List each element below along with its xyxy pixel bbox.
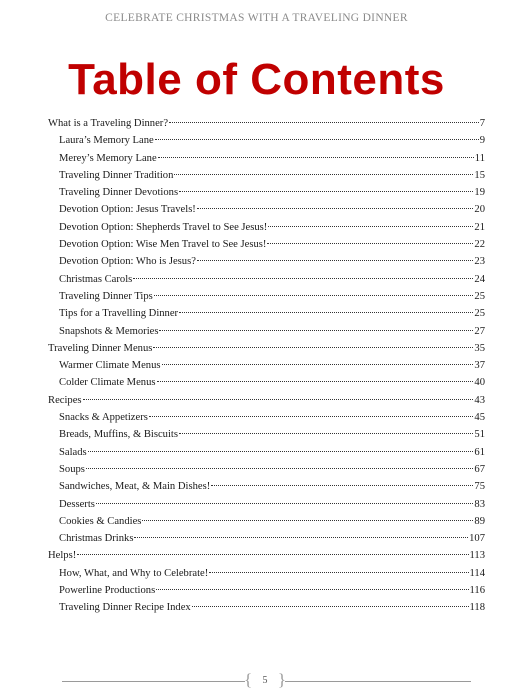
toc-entry-label: Traveling Dinner Recipe Index [59, 602, 191, 614]
toc-entry-page: 40 [474, 377, 485, 389]
toc-entry-page: 89 [474, 515, 485, 527]
toc-dot-leader [83, 399, 474, 400]
toc-dot-leader [192, 606, 469, 607]
toc-entry-label: Traveling Dinner Menus [48, 342, 153, 354]
toc-entry-page: 45 [474, 412, 485, 424]
toc-dot-leader [179, 433, 473, 434]
toc-dot-leader [162, 364, 474, 365]
toc-dot-leader [159, 330, 473, 331]
toc-entry-page: 35 [474, 342, 485, 354]
toc-entry-page: 15 [474, 169, 485, 181]
toc-entry[interactable] [48, 236, 485, 253]
page-number-box [245, 672, 285, 690]
toc-dot-leader [155, 139, 479, 140]
toc-dot-leader [77, 554, 468, 555]
toc-dot-leader [174, 174, 473, 175]
toc-entry-label: Devotion Option: Wise Men Travel to See Jesus! [59, 239, 267, 251]
toc-entry-label: Merey’s Memory Lane [59, 152, 157, 164]
toc-entry[interactable] [48, 444, 485, 461]
toc-entry-label: Traveling Dinner Devotions [59, 187, 179, 199]
toc-entry[interactable] [48, 374, 485, 391]
toc-dot-leader [179, 312, 473, 313]
toc-entry-label: Laura’s Memory Lane [59, 135, 154, 147]
toc-entry-page: 67 [474, 463, 485, 475]
toc-dot-leader [154, 295, 474, 296]
toc-entry[interactable] [48, 496, 485, 513]
toc-entry-page: 27 [474, 325, 485, 337]
toc-entry[interactable] [48, 461, 485, 478]
toc-entry-page: 20 [474, 204, 485, 216]
toc-dot-leader [197, 260, 473, 261]
toc-entry-label: How, What, and Why to Celebrate! [59, 567, 209, 579]
toc-dot-leader [156, 589, 468, 590]
toc-entry-label: Traveling Dinner Tradition [59, 169, 174, 181]
toc-entry[interactable] [48, 219, 485, 236]
toc-entry[interactable] [48, 305, 485, 322]
toc-entry[interactable] [48, 323, 485, 340]
toc-entry-page: 114 [469, 567, 485, 579]
toc-entry-label: Traveling Dinner Tips [59, 290, 153, 302]
toc-entry-page: 25 [474, 308, 485, 320]
toc-dot-leader [179, 191, 473, 192]
toc-entry-page: 21 [474, 221, 485, 233]
toc-entry-page: 37 [474, 360, 485, 372]
toc-dot-leader [134, 537, 468, 538]
toc-entry-page: 107 [469, 533, 485, 545]
page-footer [62, 672, 471, 692]
toc-dot-leader [149, 416, 474, 417]
toc-entry[interactable] [48, 132, 485, 149]
toc-entry-label: Christmas Drinks [59, 533, 134, 545]
toc-entry-label: Desserts [59, 498, 95, 510]
toc-entry-label: Helps! [48, 550, 77, 562]
toc-entry[interactable] [48, 478, 485, 495]
toc-entry-label: Salads [59, 446, 87, 458]
toc-dot-leader [158, 157, 474, 158]
page-number: 5 [262, 675, 268, 686]
toc-dot-leader [267, 243, 473, 244]
toc-entry-label: Cookies & Candies [59, 515, 142, 527]
toc-entry-page: 51 [474, 429, 485, 441]
toc-entry-label: Warmer Climate Menus [59, 360, 161, 372]
toc-entry[interactable] [48, 340, 485, 357]
toc-entry-page: 11 [474, 152, 485, 164]
toc-dot-leader [86, 468, 474, 469]
toc-entry-label: Devotion Option: Who is Jesus? [59, 256, 196, 268]
toc-dot-leader [209, 572, 468, 573]
toc-entry[interactable] [48, 115, 485, 132]
toc-dot-leader [133, 278, 473, 279]
toc-entry[interactable] [48, 271, 485, 288]
toc-entry-page: 19 [474, 187, 485, 199]
toc-dot-leader [153, 347, 473, 348]
toc-entry-page: 75 [474, 481, 485, 493]
toc-entry[interactable] [48, 392, 485, 409]
toc-entry[interactable] [48, 582, 485, 599]
toc-entry-label: Soups [59, 463, 85, 475]
toc-entry[interactable] [48, 184, 485, 201]
toc-entry-label: Powerline Productions [59, 585, 156, 597]
toc-dot-leader [96, 503, 474, 504]
toc-dot-leader [197, 208, 474, 209]
right-brace-icon: } [277, 670, 286, 689]
toc-entry-page: 24 [474, 273, 485, 285]
toc-entry-label: Snacks & Appetizers [59, 412, 148, 424]
toc-dot-leader [268, 226, 473, 227]
toc-entry-page: 61 [474, 446, 485, 458]
toc-entry[interactable] [48, 201, 485, 218]
toc-entry[interactable] [48, 547, 485, 564]
toc-entry[interactable] [48, 426, 485, 443]
toc-dot-leader [157, 381, 474, 382]
toc-entry-page: 7 [479, 118, 485, 129]
toc-entry-page: 9 [479, 135, 485, 147]
toc-entry-label: Colder Climate Menus [59, 377, 156, 389]
toc-entry-label: Recipes [48, 394, 82, 406]
toc-entry-page: 83 [474, 498, 485, 510]
toc-entry[interactable] [48, 565, 485, 582]
toc-entry-label: Tips for a Travelling Dinner [59, 308, 179, 320]
toc-entry-label: Christmas Carols [59, 273, 133, 285]
toc-entry-label: Snapshots & Memories [59, 325, 159, 337]
toc-entry[interactable] [48, 253, 485, 270]
toc-dot-leader [211, 485, 473, 486]
toc-dot-leader [142, 520, 473, 521]
page-title: Table of Contents [68, 55, 445, 104]
toc-entry-label: Devotion Option: Jesus Travels! [59, 204, 196, 216]
toc-list [48, 115, 485, 617]
toc-entry[interactable] [48, 409, 485, 426]
toc-entry[interactable] [48, 357, 485, 374]
left-brace-icon: { [244, 670, 253, 689]
toc-dot-leader [88, 451, 474, 452]
toc-entry[interactable] [48, 150, 485, 167]
toc-entry[interactable] [48, 513, 485, 530]
running-header: CELEBRATE CHRISTMAS WITH A TRAVELING DINNER [105, 12, 408, 24]
toc-entry-page: 22 [474, 239, 485, 251]
toc-entry[interactable] [48, 530, 485, 547]
toc-entry-label: Devotion Option: Shepherds Travel to See Jesus! [59, 221, 268, 233]
toc-entry-page: 23 [474, 256, 485, 268]
toc-entry-label: What is a Traveling Dinner? [48, 118, 169, 129]
toc-dot-leader [169, 122, 479, 123]
toc-entry-page: 43 [474, 394, 485, 406]
toc-entry-label: Breads, Muffins, & Biscuits [59, 429, 178, 441]
toc-entry[interactable] [48, 599, 485, 616]
toc-entry-page: 113 [469, 550, 485, 562]
toc-entry-label: Sandwiches, Meat, & Main Dishes! [59, 481, 211, 493]
toc-entry-page: 116 [469, 585, 485, 597]
toc-entry[interactable] [48, 288, 485, 305]
toc-entry-page: 25 [474, 290, 485, 302]
toc-entry-page: 118 [469, 602, 485, 614]
toc-entry[interactable] [48, 167, 485, 184]
